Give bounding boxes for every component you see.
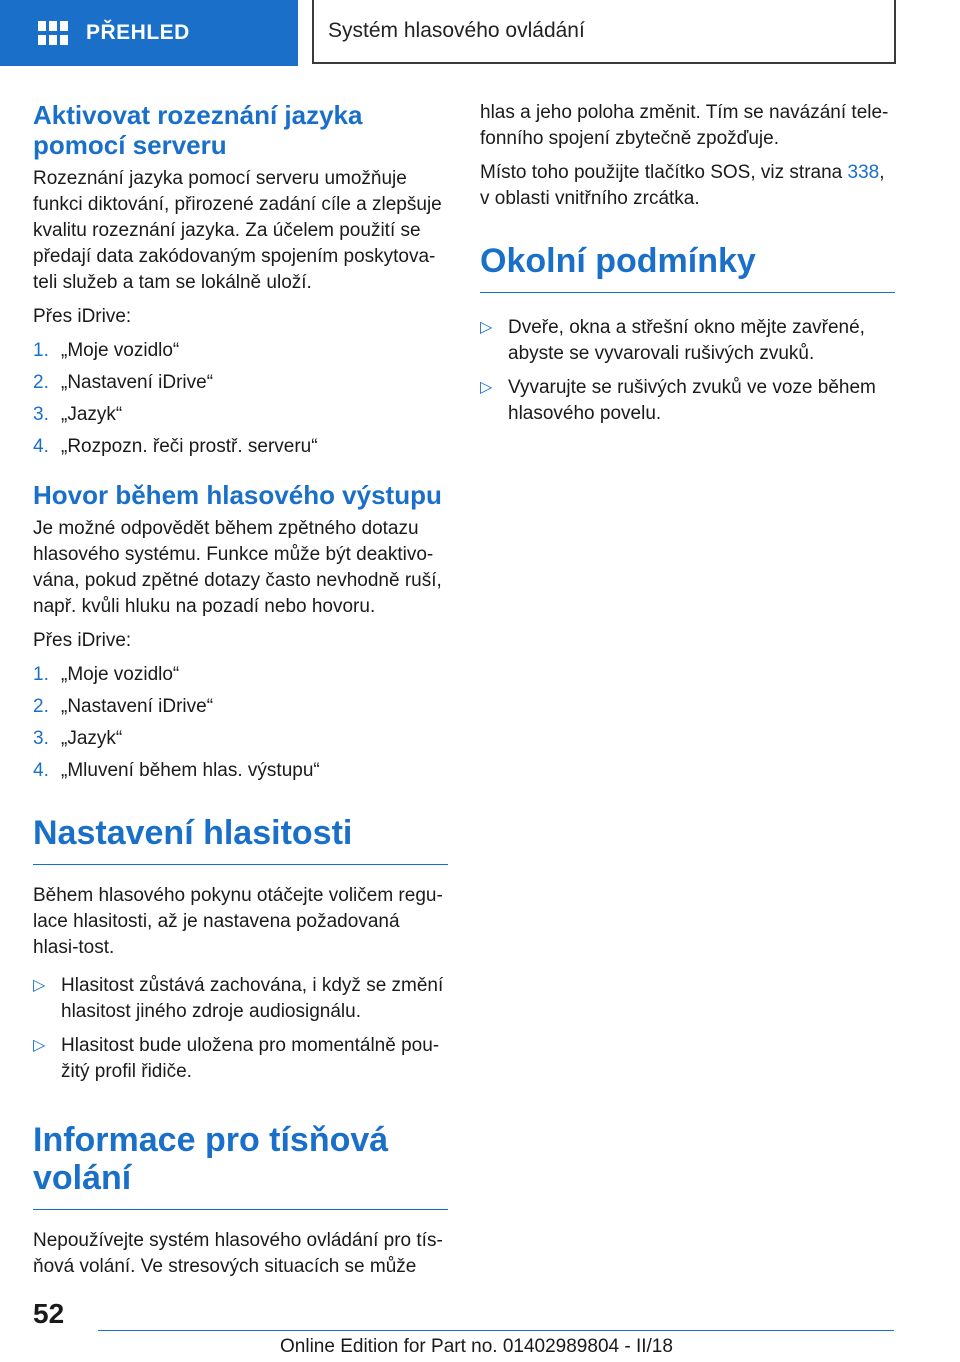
- text-fragment: v oblasti vnitřního zrcátka.: [480, 188, 700, 209]
- text-fragment: Místo toho použijte tlačítko SOS, viz strana: [480, 162, 848, 183]
- step-number: 1.: [33, 664, 49, 685]
- page-number: 52: [33, 1298, 65, 1329]
- page-link[interactable]: 338: [847, 162, 880, 183]
- list-item: [33, 1033, 448, 1085]
- page-header: [0, 0, 960, 66]
- section-heading-environment-wrap: [480, 242, 895, 293]
- steps-list: [33, 338, 448, 460]
- section-heading-emergency: [33, 1121, 448, 1197]
- bullet-triangle-icon: ▷: [33, 1037, 46, 1054]
- section-heading-environment: Okolní podmínky: [480, 242, 756, 280]
- step-number: 2.: [33, 372, 49, 393]
- bullet-text: Dveře, okna a střešní okno mějte zavřené, abyste se vyvarovali rušivých zvuků.: [508, 317, 865, 364]
- step-number: 4.: [33, 436, 49, 457]
- list-item: [33, 402, 448, 428]
- step-text: „Moje vozidlo“: [61, 664, 180, 685]
- list-item: [33, 694, 448, 720]
- list-item: [480, 375, 895, 427]
- bullet-triangle-icon: ▷: [480, 319, 493, 336]
- bullet-triangle-icon: ▷: [480, 379, 493, 396]
- footer-divider: [98, 1330, 894, 1331]
- step-text: „Mluvení během hlas. výstupu“: [61, 760, 320, 781]
- section-heading-emergency-wrap: [33, 1121, 448, 1210]
- section-heading-server-recognition: [33, 100, 448, 160]
- right-column: [480, 100, 895, 445]
- chapter-title: Systém hlasového ovládání: [328, 19, 585, 42]
- step-number: 3.: [33, 404, 49, 425]
- list-item: [33, 370, 448, 396]
- overview-tab[interactable]: [0, 0, 298, 66]
- step-number: 2.: [33, 696, 49, 717]
- text-fragment: ,: [879, 162, 885, 183]
- section-heading-talk-during-output: Hovor během hlasového výstupu: [33, 480, 442, 510]
- section-heading-volume: Nastavení hlasitosti: [33, 814, 353, 852]
- bullet-text: Hlasitost bude uložena pro momentálně pou-žitý profil řidiče.: [61, 1035, 440, 1082]
- step-text: „Rozpozn. řeči prostř. serveru“: [61, 436, 318, 457]
- paragraph: Rozeznání jazyka pomocí serveru umožňuje funkci diktování, přirozené zadání cíle a zlepšuje kvalitu rozeznání jazyka. Za účelem použití se předají data zakódovaným spojením poskytova-teli služeb a tam se lokálně uloží.: [33, 168, 442, 293]
- step-text: „Nastavení iDrive“: [61, 372, 214, 393]
- step-number: 4.: [33, 760, 49, 781]
- notes-list: [33, 973, 448, 1085]
- list-item: [33, 973, 448, 1025]
- heading-line: Informace pro tísňová: [33, 1121, 389, 1159]
- paragraph: [480, 160, 895, 212]
- notes-list: [480, 315, 895, 427]
- paragraph: Během hlasového pokynu otáčejte voličem regu-lace hlasitosti, až je nastavena požadovaná hlasi-tost.: [33, 885, 443, 958]
- bullet-text: Vyvarujte se rušivých zvuků ve voze během hlasového povelu.: [508, 377, 876, 424]
- list-item: [33, 338, 448, 364]
- section-heading-volume-wrap: [33, 814, 448, 865]
- step-number: 3.: [33, 728, 49, 749]
- chapter-title-box: [312, 0, 896, 64]
- step-text: „Jazyk“: [61, 728, 123, 749]
- paragraph: Je možné odpovědět během zpětného dotazu hlasového systému. Funkce může být deaktivo-vána, pokud zpětné dotazy často nevhodně ruší, např. kvůli hluku na pozadí nebo hovoru.: [33, 518, 442, 617]
- grid-icon: [38, 21, 68, 45]
- left-column: [33, 100, 448, 1288]
- bullet-triangle-icon: ▷: [33, 977, 46, 994]
- edition-footer: Online Edition for Part no. 01402989804 - II/18: [280, 1336, 673, 1357]
- list-item: [33, 662, 448, 688]
- step-number: 1.: [33, 340, 49, 361]
- list-item: [33, 434, 448, 460]
- paragraph: Nepoužívejte systém hlasového ovládání pro tís-ňová volání. Ve stresových situacích se může: [33, 1230, 443, 1277]
- overview-tab-label: PŘEHLED: [86, 21, 190, 44]
- list-item: [33, 758, 448, 784]
- heading-line: pomocí serveru: [33, 130, 227, 160]
- step-text: „Moje vozidlo“: [61, 340, 180, 361]
- step-text: „Jazyk“: [61, 404, 123, 425]
- via-idrive-label: Přes iDrive:: [33, 630, 132, 651]
- bullet-text: Hlasitost zůstává zachována, i když se změní hlasitost jiného zdroje audiosignálu.: [61, 975, 444, 1022]
- paragraph: hlas a jeho poloha změnit. Tím se navázání tele-fonního spojení zbytečně zpožďuje.: [480, 102, 889, 149]
- via-idrive-label: Přes iDrive:: [33, 306, 132, 327]
- list-item: [33, 726, 448, 752]
- step-text: „Nastavení iDrive“: [61, 696, 214, 717]
- heading-line: volání: [33, 1159, 132, 1197]
- heading-line: Aktivovat rozeznání jazyka: [33, 100, 363, 130]
- steps-list: [33, 662, 448, 784]
- list-item: [480, 315, 895, 367]
